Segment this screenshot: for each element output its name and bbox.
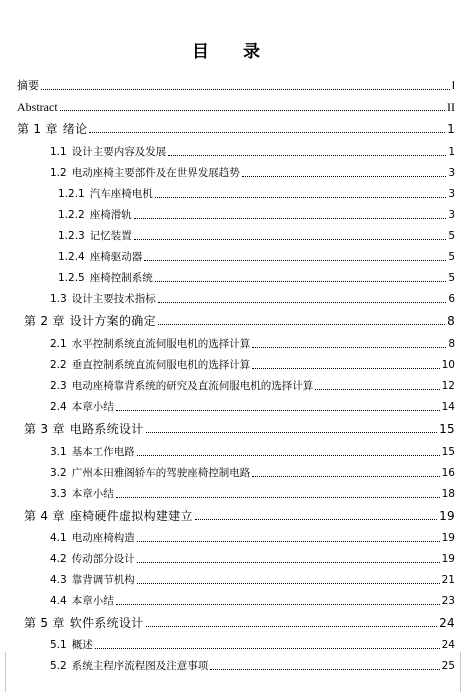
toc-entry-page: 19 [439,509,455,523]
toc-entry-label: 传动部分设计 [71,553,135,565]
toc-entry-label: 设计主要技术指标 [71,293,156,305]
toc-entry-label: 广州本田雅阁轿车的驾驶座椅控制电路 [71,467,251,479]
toc-entry-number: 1.2 [50,167,67,179]
toc-entry-label: Abstract [17,100,58,114]
toc-leader-dots [137,455,440,456]
toc-entry-number: 5.2 [50,660,67,672]
toc-title: 目 录 [192,42,274,62]
toc-section-entry[interactable] [50,441,455,459]
toc-entry-label: 水平控制系统直流伺服电机的选择计算 [71,338,251,350]
toc-section-entry[interactable] [50,548,455,566]
toc-leader-dots [144,260,446,261]
toc-entry-label: 座椅驱动器 [89,251,143,263]
toc-entry-label: 座椅控制系统 [89,272,153,284]
toc-entry-page: 3 [448,209,455,221]
toc-leader-dots [168,155,446,156]
toc-entry-number: 第 5 章 [24,616,65,630]
toc-entry-page: 3 [448,167,455,179]
toc-entry-page: 5 [448,251,455,263]
toc-subsection-entry[interactable] [58,204,455,222]
toc-entry-number: 3.3 [50,488,67,500]
toc-leader-dots [155,197,447,198]
toc-leader-dots [116,604,440,605]
toc-entry-number: 1.2.4 [58,251,85,263]
toc-entry-page: 5 [448,230,455,242]
toc-entry-label: 靠背调节机构 [71,574,135,586]
toc-entry-label: 本章小结 [71,401,114,413]
toc-entry-page: 1 [447,122,455,136]
toc-leader-dots [155,281,447,282]
toc-entry-number: 2.3 [50,380,67,392]
toc-section-entry[interactable] [50,527,455,545]
toc-leader-dots [116,497,440,498]
toc-entry-label: 电路系统设计 [69,422,144,436]
toc-entry-label: 座椅硬件虚拟构建建立 [69,509,193,523]
toc-leader-dots [242,176,447,177]
toc-leader-dots [195,519,437,520]
toc-entry-page: 19 [441,532,455,544]
toc-leader-dots [315,389,439,390]
toc-entry-number: 3.2 [50,467,67,479]
toc-subsection-entry[interactable] [58,183,455,201]
toc-entry-number: 4.3 [50,574,67,586]
toc-entry-page: 3 [448,188,455,200]
toc-entry-page: 10 [441,359,455,371]
toc-entry-number: 第 4 章 [24,509,65,523]
toc-entry-label: 座椅滑轨 [89,209,132,221]
toc-entry-page: 24 [441,639,455,651]
toc-entry-page: 8 [448,338,455,350]
toc-chapter-entry[interactable] [17,118,455,136]
toc-section-entry[interactable] [50,333,455,351]
toc-entry-label: 绪论 [62,122,88,136]
toc-entry-page: 14 [441,401,455,413]
toc-entry-page: 1 [448,146,455,158]
toc-entry-number: 3.1 [50,446,67,458]
toc-entry-label: 汽车座椅电机 [89,188,153,200]
toc-subsection-entry[interactable] [58,225,455,243]
toc-subsection-entry[interactable] [58,246,455,264]
toc-entry-label: 电动座椅主要部件及在世界发展趋势 [71,167,240,179]
toc-entry-page: 15 [439,422,455,436]
page-corner-mark-right [460,652,461,692]
toc-section-entry[interactable] [50,354,455,372]
toc-entry-label: 设计方案的确定 [69,314,156,328]
toc-section-entry[interactable] [50,655,455,673]
toc-entry-number: 1.2.2 [58,209,85,221]
toc-subsection-entry[interactable] [58,267,455,285]
toc-leader-dots [95,648,440,649]
toc-entry-number: 第 3 章 [24,422,65,436]
toc-entry-page: 19 [441,553,455,565]
toc-entry-label: 设计主要内容及发展 [71,146,167,158]
toc-chapter-entry[interactable] [24,310,455,328]
toc-entry-number: 4.2 [50,553,67,565]
toc-entry-page: 12 [441,380,455,392]
toc-entry-page: 6 [448,293,455,305]
toc-entry-number: 2.1 [50,338,67,350]
toc-entry-number: 第 2 章 [24,314,65,328]
toc-leader-dots [146,626,438,627]
toc-entry-page: 18 [441,488,455,500]
toc-entry-page: I [451,79,455,92]
toc-leader-dots [252,476,439,477]
toc-entry-page: 16 [441,467,455,479]
toc-entry-label: 电动座椅构造 [71,532,135,544]
toc-leader-dots [210,669,439,670]
toc-leader-dots [60,110,445,111]
toc-entry[interactable] [17,96,455,114]
toc-section-entry[interactable] [50,396,455,414]
toc-leader-dots [146,432,438,433]
toc-entry-label: 软件系统设计 [69,616,144,630]
toc-chapter-entry[interactable] [24,418,455,436]
toc-entry-label: 摘要 [17,79,39,92]
toc-entry-number: 2.2 [50,359,67,371]
toc-section-entry[interactable] [50,375,455,393]
toc-leader-dots [116,410,440,411]
toc-entry-page: 21 [441,574,455,586]
toc-section-entry[interactable] [50,141,455,159]
toc-entry-number: 1.2.5 [58,272,85,284]
toc-section-entry[interactable] [50,288,455,306]
toc-section-entry[interactable] [50,634,455,652]
toc-section-entry[interactable] [50,569,455,587]
toc-chapter-entry[interactable] [24,505,455,523]
toc-entry-page: II [447,100,455,114]
toc-leader-dots [41,89,450,90]
toc-leader-dots [137,583,440,584]
toc-entry-number: 第 1 章 [17,122,58,136]
toc-leader-dots [137,541,440,542]
toc-section-entry[interactable] [50,162,455,180]
toc-entry-number: 5.1 [50,639,67,651]
toc-entry-number: 1.3 [50,293,67,305]
toc-entry-page: 25 [441,660,455,672]
toc-leader-dots [158,324,445,325]
toc-entry-page: 23 [441,595,455,607]
toc-entry-label: 垂直控制系统直流伺服电机的选择计算 [71,359,251,371]
toc-leader-dots [134,239,447,240]
toc-leader-dots [158,302,447,303]
toc-leader-dots [252,368,439,369]
toc-entry-label: 系统主程序流程图及注意事项 [71,660,209,672]
toc-leader-dots [134,218,447,219]
toc-entry-page: 5 [448,272,455,284]
toc-entry-number: 1.1 [50,146,67,158]
toc-entry-number: 2.4 [50,401,67,413]
toc-leader-dots [252,347,446,348]
toc-section-entry[interactable] [50,483,455,501]
toc-chapter-entry[interactable] [24,612,455,630]
toc-leader-dots [89,132,445,133]
toc-entry-label: 电动座椅靠背系统的研究及直流伺服电机的选择计算 [71,380,314,392]
toc-entry-number: 4.4 [50,595,67,607]
toc-entry-number: 4.1 [50,532,67,544]
toc-entry[interactable] [17,75,455,93]
toc-section-entry[interactable] [50,462,455,480]
toc-section-entry[interactable] [50,590,455,608]
toc-entry-number: 1.2.3 [58,230,85,242]
toc-entry-label: 本章小结 [71,488,114,500]
toc-entry-label: 基本工作电路 [71,446,135,458]
page-corner-mark-left [5,652,6,692]
toc-entry-number: 1.2.1 [58,188,85,200]
toc-entry-page: 24 [439,616,455,630]
toc-entry-label: 本章小结 [71,595,114,607]
toc-entry-label: 记忆装置 [89,230,132,242]
toc-leader-dots [137,562,440,563]
toc-entry-page: 15 [441,446,455,458]
toc-entry-page: 8 [447,314,455,328]
toc-entry-label: 概述 [71,639,93,651]
